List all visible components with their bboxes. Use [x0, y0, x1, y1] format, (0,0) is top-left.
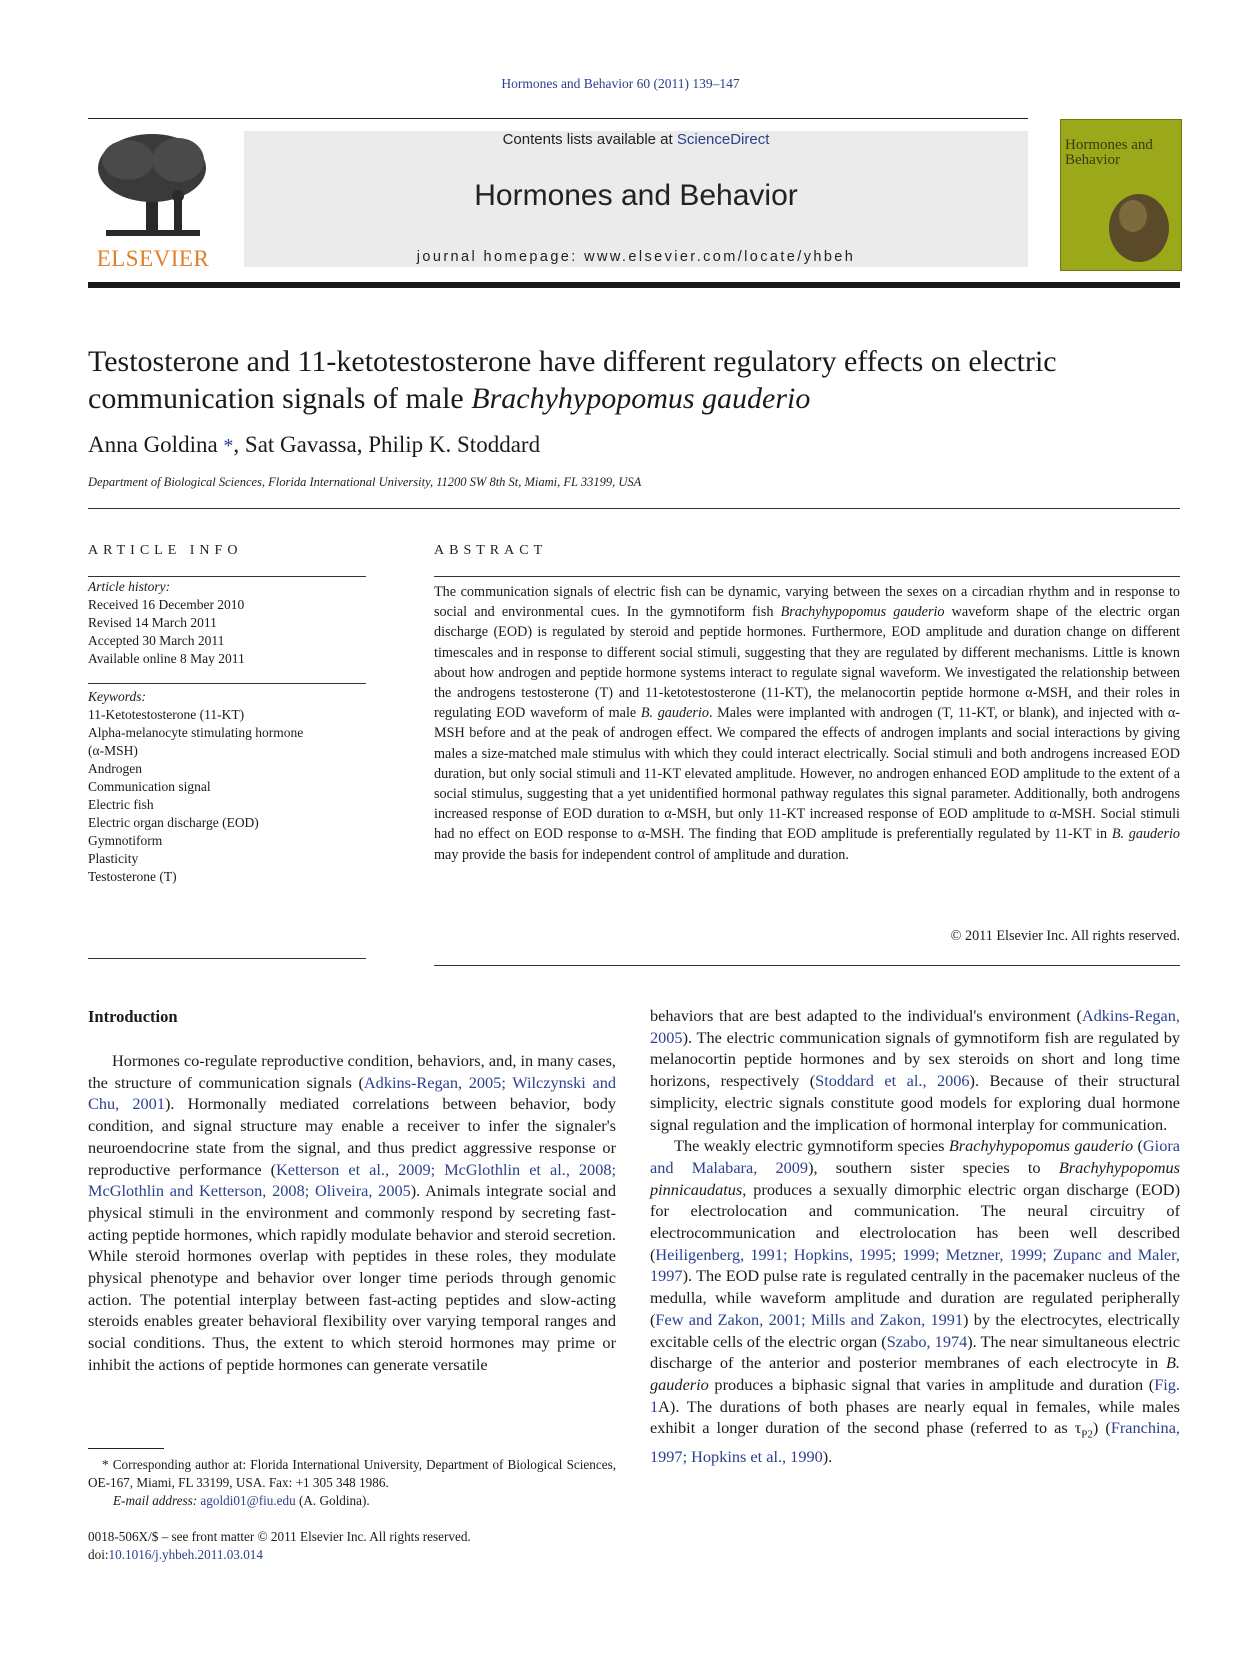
keyword: Androgen	[88, 761, 142, 776]
journal-homepage[interactable]: journal homepage: www.elsevier.com/locate/yhbeh	[416, 249, 856, 265]
journal-citation[interactable]: Hormones and Behavior 60 (2011) 139–147	[501, 76, 740, 91]
citation-link[interactable]: Ketterson et al., 2009; McGlothlin et al., 2008; McGlothlin and Ketterson, 2008; Oliveira, 2005	[88, 1159, 617, 1201]
citation-link[interactable]: Franchina, 1997; Hopkins et al., 1990	[650, 1418, 1180, 1467]
cover-image-icon	[1099, 180, 1177, 266]
email-suffix: (A. Goldina).	[299, 1493, 370, 1508]
citation-link[interactable]: Adkins-Regan, 2005; Wilczynski and Chu, 2001	[88, 1072, 616, 1114]
intro-paragraph-continued	[650, 1005, 1180, 1135]
email-link[interactable]: agoldi01@fiu.edu	[200, 1493, 296, 1508]
abstract-part: waveform shape of the electric organ discharge (EOD) is regulated by steroid and peptide hormones. Furthermore, EOD amplitude and duration change on different timescales and in response to different social stimuli, suggesting that they are regulated by different mechanisms. Little is known about how androgen and peptide hormone systems interact to regulate signal waveform. We investigated the relationship between the androgens testosterone (T) and 11-ketotestosterone (11-KT), the melanocortin peptide hormone α-MSH, and their roles in regulating EOD waveform of male	[434, 604, 1180, 722]
intro-text: A). The durations of both phases are nearly equal in females, while males exhibit a longer duration of the second phase (referred to as τ	[650, 1396, 1180, 1438]
citation-link[interactable]: Few and Zakon, 2001; Mills and Zakon, 1991	[655, 1309, 964, 1329]
keyword: Testosterone (T)	[88, 869, 177, 884]
history-label: Article history:	[88, 579, 171, 594]
journal-cover[interactable]	[1060, 119, 1182, 271]
divider	[88, 576, 366, 577]
divider	[88, 683, 366, 684]
keyword: (α-MSH)	[88, 743, 138, 758]
cover-title: Hormones and Behavior	[1065, 137, 1153, 168]
intro-column-left	[88, 1050, 616, 1376]
keyword: Gymnotiform	[88, 833, 163, 848]
title-species: Brachyhypopomus gauderio	[471, 382, 811, 415]
doi-link[interactable]: 10.1016/j.yhbeh.2011.03.014	[108, 1547, 263, 1562]
abstract-copyright: © 2011 Elsevier Inc. All rights reserved.	[950, 928, 1180, 944]
title-line-2-plain: communication signals of male	[88, 382, 472, 415]
intro-text: The weakly electric gymnotiform species	[674, 1136, 949, 1156]
intro-text: (	[1133, 1136, 1143, 1156]
species-name: B. gauderio	[650, 1353, 1180, 1394]
intro-column-right	[650, 1005, 1180, 1468]
keyword: Communication signal	[88, 779, 211, 794]
citation-link[interactable]: Stoddard et al., 2006	[815, 1071, 970, 1091]
footnote-text: Corresponding author at: Florida International University, Department of Biological Sciences, OE-167, Miami, FL 33199, USA. Fax: +1 305 348 1986.	[88, 1457, 617, 1490]
keyword: Electric organ discharge (EOD)	[88, 815, 259, 830]
header-thick-rule	[88, 282, 1180, 288]
history-accepted: Accepted 30 March 2011	[88, 633, 225, 648]
publisher-wordmark: ELSEVIER	[96, 246, 210, 271]
email-line	[113, 1492, 370, 1510]
intro-text: ). The EOD pulse rate is regulated centrally in the pacemaker nucleus of the medulla, while waveform amplitude and duration are regulated peripherally (	[650, 1266, 1180, 1329]
corresponding-footnote	[88, 1456, 616, 1492]
species-name: Brachyhypopomus gauderio	[948, 1136, 1134, 1156]
abstract-part: may provide the basis for independent control of amplitude and duration.	[434, 846, 849, 863]
contents-line	[244, 131, 1028, 148]
intro-text: ).	[822, 1447, 833, 1467]
intro-paragraph-1	[88, 1050, 616, 1376]
intro-text: ). The near simultaneous electric discharge of the anterior and posterior membranes of each electrocyte in	[650, 1331, 1180, 1373]
affiliation: Department of Biological Sciences, Florida International University, 11200 SW 8th St, Miami, FL 33199, USA	[88, 475, 642, 489]
abstract-species: B. gauderio	[1111, 826, 1180, 843]
intro-text: Hormones co-regulate reproductive condition, behaviors, and, in many cases, the structure of communication signals (	[88, 1051, 616, 1092]
intro-text: behaviors that are best adapted to the individual's environment (	[650, 1006, 1082, 1025]
keyword: Plasticity	[88, 851, 139, 866]
species-name: Brachyhypopomus pinnicaudatus	[650, 1157, 1180, 1199]
author-list	[88, 432, 540, 458]
abstract-species: B. gauderio	[640, 705, 709, 722]
divider	[434, 965, 1180, 966]
introduction-heading: Introduction	[88, 1007, 178, 1026]
intro-text: ). The electric communication signals of gymnotiform fish are regulated by melanocortin peptide hormones and by sex steroids on short and long time horizons, respectively (	[650, 1027, 1180, 1091]
citation-link[interactable]: Szabo, 1974	[886, 1331, 968, 1351]
keywords	[88, 688, 368, 886]
article-info-heading: ARTICLE INFO	[88, 543, 243, 558]
abstract-part: . Males were implanted with androgen (T, 11-KT, or blank), and injected with α-MSH before and at the peak of androgen effect. We compared the effects of androgen implants and social interactions by giving males a size-matched male stimulus with which they could interact electrically. Social stimuli and both androgens increased EOD duration, but only social stimuli and 11-KT elevated amplitude. However, no androgen enhanced EOD amplitude to the extent of a social stimulus, suggesting that a yet unidentified hormonal pathway regulates this signal parameter. Additionally, both androgens increased response of EOD duration to α-MSH, but only 11-KT increased response of EOD amplitude to α-MSH. Social stimuli had no effect on EOD response to α-MSH. The finding that EOD amplitude is preferentially regulated by 11-KT in	[434, 705, 1180, 843]
article-history	[88, 578, 368, 668]
intro-text: ) (	[1092, 1418, 1111, 1438]
contents-prefix: Contents lists available at	[502, 131, 677, 148]
other-authors: , Sat Gavassa, Philip K. Stoddard	[233, 432, 541, 457]
elsevier-logo[interactable]	[88, 130, 218, 272]
citation-link[interactable]: Heiligenberg, 1991; Hopkins, 1995; 1999; Metzner, 1999; Zupanc and Maler, 1997	[650, 1244, 1180, 1286]
article-title	[88, 343, 1180, 417]
sciencedirect-link[interactable]: ScienceDirect	[676, 131, 770, 148]
intro-paragraph-2	[650, 1135, 1180, 1468]
footnote-rule	[88, 1448, 164, 1449]
abstract-part: The communication signals of electric fish can be dynamic, varying between the sexes on a circadian rhythm and in response to social and environmental cues. In the gymnotiform fish	[434, 584, 1180, 621]
email-label: E-mail address:	[113, 1493, 198, 1508]
citation-link[interactable]: Adkins-Regan, 2005	[650, 1006, 1180, 1047]
intro-text: ). Animals integrate social and physical stimuli in the environment and commonly respond by secreting fast-acting peptide hormones, which rapidly modulate behavior and steroid secretion. While steroid hormones overlap with peptides in these roles, they modulate physical phenotype and behavior over longer time periods through genomic action. The potential interplay between fast-acting peptides and slow-acting steroids enables greater behavioral flexibility over varying temporal ranges and social conditions. Thus, the extent to which steroid hormones may prime or inhibit the actions of peptide hormones can generate versatile	[88, 1181, 617, 1374]
title-line-2	[88, 380, 1180, 417]
history-revised: Revised 14 March 2011	[88, 615, 217, 630]
header-rule	[88, 118, 1028, 119]
keyword: Electric fish	[88, 797, 154, 812]
journal-name: Hormones and Behavior	[474, 179, 798, 212]
history-online: Available online 8 May 2011	[88, 651, 245, 666]
intro-text: , produces a sexually dimorphic electric organ discharge (EOD) for electrolocation and communication. The neural circuitry of electrocommunication and electrolocation has been well described (	[650, 1179, 1180, 1264]
intro-text: ) by the electrocytes, electrically excitable cells of the electric organ (	[650, 1309, 1181, 1351]
keywords-label: Keywords:	[88, 689, 146, 704]
front-matter: 0018-506X/$ – see front matter © 2011 Elsevier Inc. All rights reserved.	[88, 1529, 471, 1544]
intro-text: ). Because of their structural simplicity, electric signals constitute good models for exploring dual hormone signal regulation and the implication of hormonal interplay for communication.	[650, 1071, 1181, 1134]
doi-label: doi:	[88, 1547, 109, 1562]
intro-text: ). Hormonally mediated correlations between behavior, body condition, and signal structure may enable a receiver to infer the signaler's neuroendocrine state from the signal, and thus predict aggressive response or reproductive performance (	[88, 1094, 616, 1179]
title-line-1: Testosterone and 11-ketotestosterone have different regulatory effects on electric	[88, 345, 1057, 378]
tree-icon	[88, 130, 218, 242]
author-goldina: Anna Goldina	[88, 432, 218, 457]
divider	[88, 508, 1180, 509]
intro-text: produces a biphasic signal that varies in amplitude and duration (	[708, 1374, 1155, 1394]
divider	[88, 958, 366, 959]
doi-line	[88, 1546, 263, 1564]
divider	[434, 576, 1180, 577]
figure-link[interactable]: Fig. 1	[650, 1374, 1180, 1416]
abstract-text	[434, 582, 1180, 865]
tau-subscript: P2	[1081, 1428, 1093, 1441]
corresponding-author-link[interactable]: *	[223, 435, 234, 457]
footnote-mark: *	[102, 1457, 109, 1472]
abstract-species: Brachyhypopomus gauderio	[780, 604, 945, 621]
keyword: 11-Ketotestosterone (11-KT)	[88, 707, 245, 722]
keyword: Alpha-melanocyte stimulating hormone	[88, 725, 304, 740]
abstract-heading: ABSTRACT	[434, 543, 548, 558]
citation-link[interactable]: Giora and Malabara, 2009	[650, 1136, 1180, 1177]
intro-text: ), southern sister species to	[808, 1157, 1059, 1177]
journal-banner	[244, 131, 1028, 267]
history-received: Received 16 December 2010	[88, 597, 245, 612]
